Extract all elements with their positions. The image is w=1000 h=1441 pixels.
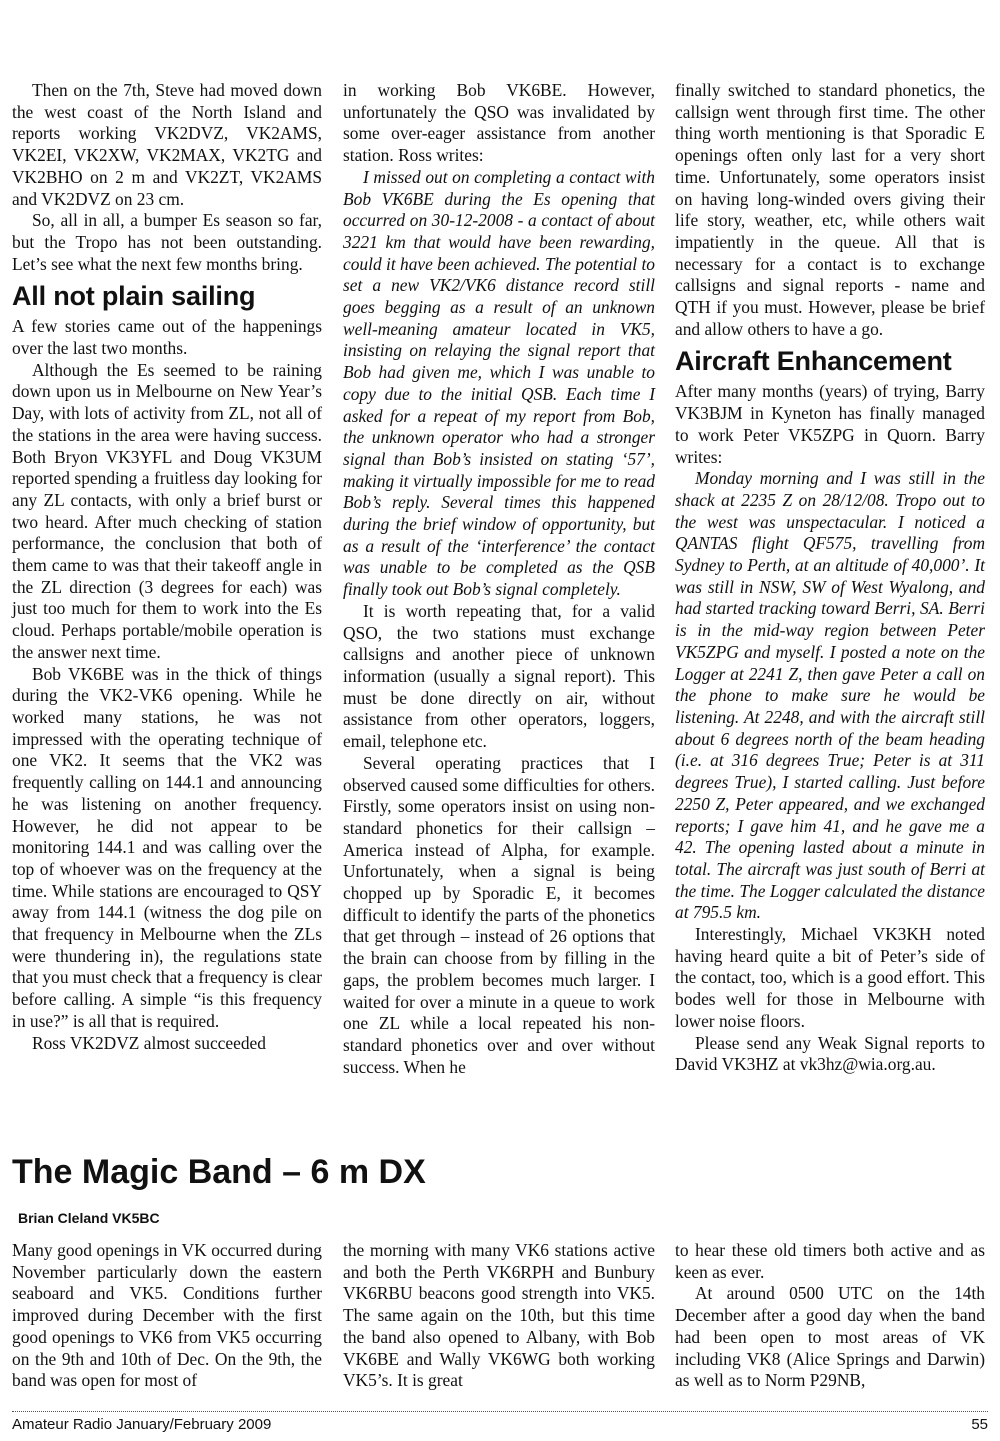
section-heading-aircraft-enhancement: Aircraft Enhancement	[675, 346, 952, 377]
paragraph: Although the Es seemed to be raining down upon us in Melbourne on New Year’s Day, with lots of activity from ZL, not all of the stations in the area were having success. Both Bryon VK3YFL and Doug VK3UM reported spending a fruitless day looking for any ZL contacts, with only a brief burst or two heard. After much checking of station performance, the conclusion that both of them came to was that their takeoff angle in the ZL direction (3 degrees for each) was just too much for them to work into the Es cloud. Perhaps portable/mobile operation is the answer next time.	[12, 359, 322, 662]
section-heading-all-not-plain-sailing: All not plain sailing	[12, 281, 256, 312]
quote-barry: Monday morning and I was still in the shack at 2235 Z on 28/12/08. Tropo out to the west was unspectacular. I noticed a QANTAS flight QF575, travelling from Sydney to Perth, at an altitude of 40,000’. It was still in NSW, SW of West Wyalong, and had started tracking toward Berri, SA. Berri is in the mid-way region between Peter VK5ZPG and myself. I posted a note on the Logger at 2241 Z, then gave Peter a call on the phone to make sure he would be listening. At 2248, and with the aircraft still about 6 degrees north of the beam heading (i.e. at 316 degrees True; Peter is at 311 degrees True), I started calling. Just before 2250 Z, Peter appeared, and we exchanged reports; I gave him 41, and he gave me a 42. The opening lasted about a minute in total. The aircraft was just south of Berri at the time. The Logger calculated the distance at 795.5 km.	[675, 468, 985, 923]
paragraph: Several operating practices that I observed caused some difficulties for others. Firstly, some operators insist on using non-standard phonetics for their callsign – America instead of Alpha, for example. Unfortunately, when a signal is being chopped up by Sporadic E, it becomes difficult to identify the parts of the phonetics that get through – instead of 26 options that the brain can choose from by filling in the gaps, the problem becomes much larger. I waited for over a minute in a queue to work one ZL while a local repeated his non-standard phonetics over and over without success. When he	[343, 752, 655, 1077]
paragraph: A few stories came out of the happenings over the last two months.	[12, 316, 322, 359]
paragraph: At around 0500 UTC on the 14th December after a good day when the band had been open to most areas of VK including VK8 (Alice Springs and Darwin) as well as to Norm P29NB,	[675, 1283, 985, 1391]
article1-column-3	[675, 80, 985, 1076]
article-title: The Magic Band – 6 m DX	[12, 1153, 426, 1191]
paragraph: the morning with many VK6 stations active and both the Perth VK6RPH and Bunbury VK6RBU beacons good strength into VK5. The same again on the 10th, but this time the band also opened to Albany, with Bob VK6BE and Wally VK6WG both working VK5’s. It is great	[343, 1240, 655, 1391]
paragraph: finally switched to standard phonetics, the callsign went through first time. The other thing worth mentioning is that Sporadic E openings often only last for a very short time. Unfortunately, some operators insist on having long-winded overs giving their life story, weather, etc, while others wait impatiently in the queue. All that is necessary for a contact is to exchange callsigns and signal reports - name and QTH if you must. However, please be brief and allow others to have a go.	[675, 80, 985, 339]
article-author: Brian Cleland VK5BC	[18, 1210, 160, 1226]
paragraph: So, all in all, a bumper Es season so far, but the Tropo has not been outstanding. Let’s see what the next few months bring.	[12, 210, 322, 274]
footer-divider	[12, 1411, 988, 1412]
paragraph: Many good openings in VK occurred during November particularly down the eastern seaboard and VK5. Conditions further improved during December with the first good openings to VK6 from VK5 occurring on the 9th and 10th of Dec. On the 9th, the band was open for most of	[12, 1240, 322, 1391]
paragraph: in working Bob VK6BE. However, unfortunately the QSO was invalidated by some over-eager assistance from another station. Ross writes:	[343, 80, 655, 166]
article1-column-2	[343, 80, 655, 1078]
page-number: 55	[971, 1416, 988, 1433]
paragraph: to hear these old timers both active and as keen as ever.	[675, 1240, 985, 1282]
paragraph: Please send any Weak Signal reports to David VK3HZ at vk3hz@wia.org.au.	[675, 1032, 985, 1075]
article2-column-3	[675, 1240, 985, 1392]
paragraph: Ross VK2DVZ almost succeeded	[32, 1032, 266, 1053]
paragraph: After many months (years) of trying, Barry VK3BJM in Kyneton has finally managed to work Peter VK5ZPG in Quorn. Barry writes:	[675, 381, 985, 467]
quote-ross: I missed out on completing a contact with Bob VK6BE during the Es opening that occurred on 30-12-2008 - a contact of about 3221 km that would have been rewarding, could it have been achieved. The potential to set a new VK2/VK6 distance record still goes begging as a result of an unknown well-meaning amateur located in VK5, insisting on relaying the signal report that Bob had given me, which I was unable to copy due to the initial QSB. Each time I asked for a repeat of my report from Bob, the unknown operator who had a stronger signal than Bob’s insisted on stating ‘57’, making it virtually impossible for me to read Bob’s reply. Several times this happened during the brief window of opportunity, but as a result of the ‘interference’ the contact was unable to be completed as the QSB finally took out Bob’s signal completely.	[343, 166, 655, 600]
article2-column-1	[12, 1240, 322, 1392]
paragraph: Interestingly, Michael VK3KH noted having heard quite a bit of Peter’s side of the contact, too, which is a good effort. This bodes well for those in Melbourne with lower noise floors.	[675, 924, 985, 1031]
paragraph: Bob VK6BE was in the thick of things during the VK2-VK6 opening. While he worked many stations, he was not impressed with the operating technique of one VK2. It seems that the VK2 was frequently calling on 144.1 and announcing he was listening on another frequency. However, he did not appear to be monitoring 144.1 and was calling over the top of whoever was on the frequency at the time. While stations are encouraged to QSY away from 144.1 (witness the dog pile on that frequency in Melbourne when the ZLs were thundering in), the regulations state that you must check that a frequency is clear before calling. A simple “is this frequency in use?” is all that is required.	[12, 663, 323, 1031]
paragraph: Then on the 7th, Steve had moved down the west coast of the North Island and reports working VK2DVZ, VK2AMS, VK2EI, VK2XW, VK2MAX, VK2TG and VK2BHO on 2 m and VK2ZT, VK2AMS and VK2DVZ on 23 cm.	[12, 80, 322, 209]
paragraph: It is worth repeating that, for a valid QSO, the two stations must exchange callsigns and another piece of unknown information (usually a signal report). This must be done directly on air, without assistance from other operators, loggers, email, telephone etc.	[343, 600, 655, 752]
footer-publication: Amateur Radio January/February 2009	[12, 1416, 272, 1433]
article1-column-1	[12, 80, 322, 1054]
article2-column-2	[343, 1240, 655, 1392]
